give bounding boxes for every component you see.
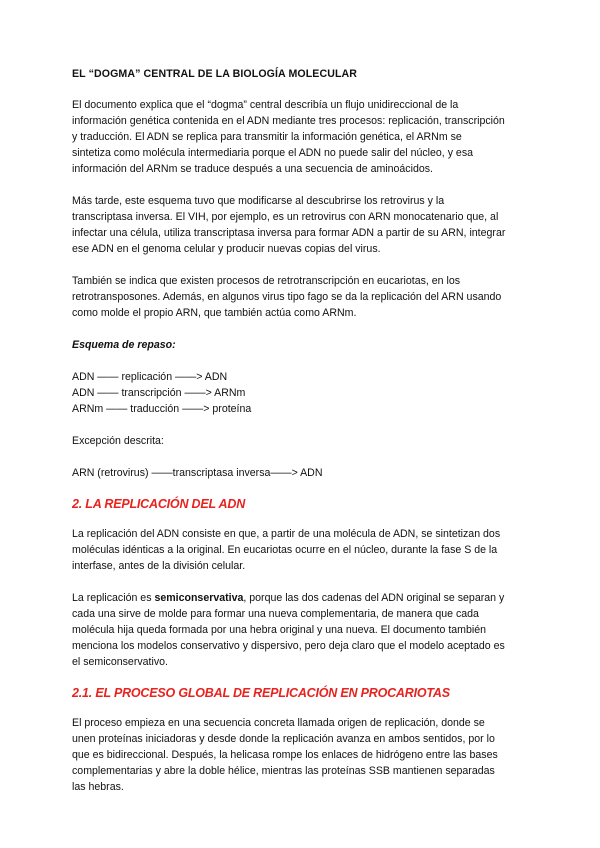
text-line: el semiconservativo. [72,656,168,668]
scheme-line: ARNm —— traducción ——> proteína [72,403,252,415]
text-line: moléculas idénticas a la original. En eucariotas ocurre en el núcleo, durante la fase S de la [72,544,498,556]
text-line: menciona los modelos conservativo y dispersivo, pero deja claro que el modelo aceptado es [72,640,505,652]
text-line: sintetiza como molécula intermediaria porque el ADN no puede salir del núcleo, y esa [72,147,474,159]
review-heading: Esquema de repaso: [72,339,176,351]
text-line [72,590,532,606]
text-line: cada una sirve de molde para formar una nueva complementaria, de manera que cada [72,608,479,620]
document-page [72,68,532,795]
paragraph-global-process [72,715,532,795]
text-line: molécula hija queda formada por una hebra original y una nueva. El documento también [72,624,487,636]
text-line: retrotransposones. Además, en algunos virus tipo fago se da la replicación del ARN usando [72,291,502,303]
exception-label: Excepción descrita: [72,435,164,447]
text-line: información del ARNm se traduce después a una secuencia de aminoácidos. [72,163,433,175]
paragraph-replication-definition [72,526,532,574]
text-line: transcriptasa inversa. El VIH, por ejemplo, es un retrovirus con ARN monocatenario que, al [72,211,499,223]
review-scheme [72,369,532,417]
text-line: También se indica que existen procesos de retrotranscripción en eucariotas, en los [72,275,461,287]
text-line: y traducción. El ADN se replica para transmitir la información genética, el ARNm se [72,131,462,143]
text-line: infectar una célula, utiliza transcriptasa inversa para formar ADN a partir de su ARN, integrar [72,227,506,239]
text-line: El documento explica que el “dogma” central describía un flujo unidireccional de la [72,99,459,111]
paragraph-semiconservative [72,590,532,670]
exception-line: ARN (retrovirus) ——transcriptasa inversa——> ADN [72,467,323,479]
text-line: La replicación del ADN consiste en que, a partir de una molécula de ADN, se sintetizan dos [72,528,501,540]
text-line: unen proteínas iniciadoras y desde donde la replicación avanza en ambos sentidos, por lo [72,733,495,745]
text-line: Más tarde, este esquema tuvo que modificarse al descubrirse los retrovirus y la [72,195,445,207]
section-heading-prokaryotes: 2.1. EL PROCESO GLOBAL DE REPLICACIÓN EN PROCARIOTAS [72,686,450,700]
paragraph-dogma-intro [72,97,532,177]
text-line: las hebras. [72,781,124,793]
text-line: complementarias y abre la doble hélice, mientras las proteínas SSB mantienen separadas [72,765,495,777]
scheme-line: ADN —— transcripción ——> ARNm [72,387,246,399]
document-title: EL “DOGMA” CENTRAL DE LA BIOLOGÍA MOLECULAR [72,68,358,80]
paragraph-retrotranscription [72,273,532,321]
section-heading-replication: 2. LA REPLICACIÓN DEL ADN [72,497,246,511]
text-line: interfase, antes de la división celular. [72,560,246,572]
paragraph-retrovirus [72,193,532,257]
text-line: El proceso empieza en una secuencia concreta llamada origen de replicación, donde se [72,717,485,729]
text-line: información genética contenida en el ADN mediante tres procesos: replicación, transcripción [72,115,505,127]
text-line: ese ADN en el genoma celular y producir nuevas copias del virus. [72,243,381,255]
text-span: La replicación es [72,592,155,604]
text-line: como molde el propio ARN, que también actúa como ARNm. [72,307,357,319]
scheme-line: ADN —— replicación ——> ADN [72,371,228,383]
bold-term: semiconservativa [154,592,244,604]
text-line: que es bidireccional. Después, la helicasa rompe los enlaces de hidrógeno entre las bases [72,749,498,761]
text-span: , porque las dos cadenas del ADN original se separan y [243,592,505,604]
